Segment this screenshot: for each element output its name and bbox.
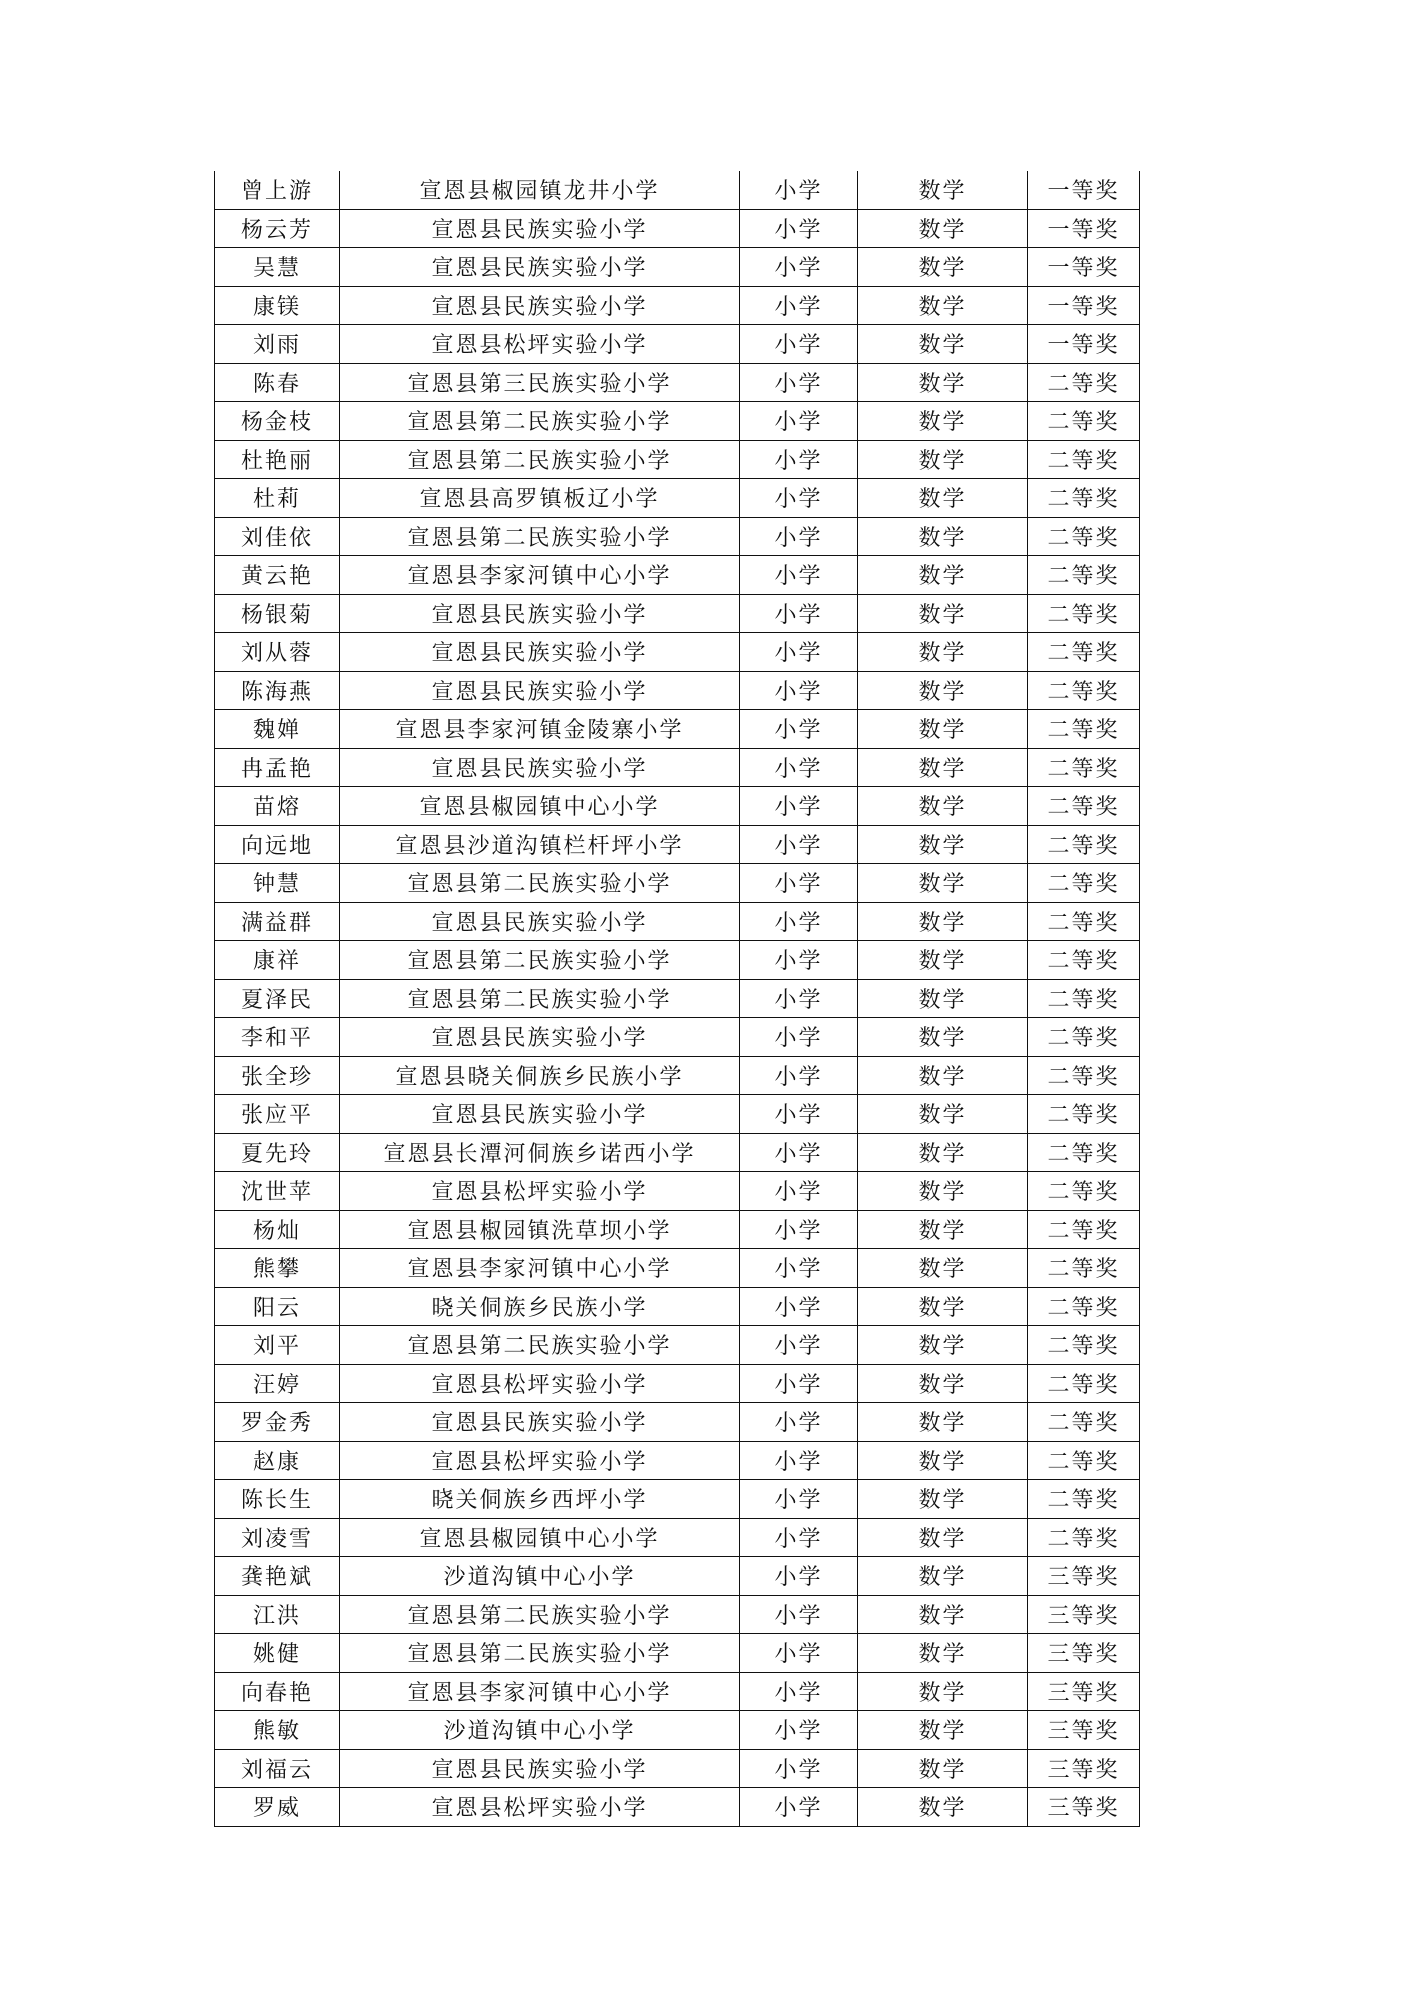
level-cell: 小学 xyxy=(740,941,858,980)
level-cell: 小学 xyxy=(740,325,858,364)
school-cell: 宣恩县长潭河侗族乡诺西小学 xyxy=(340,1133,740,1172)
subject-cell: 数学 xyxy=(858,209,1028,248)
level-cell: 小学 xyxy=(740,402,858,441)
school-cell: 宣恩县民族实验小学 xyxy=(340,209,740,248)
name-cell: 姚健 xyxy=(215,1634,340,1673)
award-cell: 二等奖 xyxy=(1028,1172,1140,1211)
name-cell: 罗金秀 xyxy=(215,1403,340,1442)
table-row xyxy=(215,1634,1140,1673)
level-cell: 小学 xyxy=(740,1326,858,1365)
name-cell: 杜艳丽 xyxy=(215,440,340,479)
name-cell: 杨灿 xyxy=(215,1210,340,1249)
level-cell: 小学 xyxy=(740,479,858,518)
award-cell: 三等奖 xyxy=(1028,1749,1140,1788)
school-cell: 宣恩县第二民族实验小学 xyxy=(340,440,740,479)
subject-cell: 数学 xyxy=(858,440,1028,479)
school-cell: 宣恩县第二民族实验小学 xyxy=(340,941,740,980)
name-cell: 苗熔 xyxy=(215,787,340,826)
award-cell: 二等奖 xyxy=(1028,1518,1140,1557)
award-cell: 二等奖 xyxy=(1028,517,1140,556)
subject-cell: 数学 xyxy=(858,402,1028,441)
table-row xyxy=(215,1480,1140,1519)
level-cell: 小学 xyxy=(740,286,858,325)
school-cell: 晓关侗族乡民族小学 xyxy=(340,1287,740,1326)
level-cell: 小学 xyxy=(740,1133,858,1172)
subject-cell: 数学 xyxy=(858,1172,1028,1211)
award-cell: 二等奖 xyxy=(1028,979,1140,1018)
level-cell: 小学 xyxy=(740,710,858,749)
name-cell: 杨金枝 xyxy=(215,402,340,441)
subject-cell: 数学 xyxy=(858,671,1028,710)
name-cell: 江洪 xyxy=(215,1595,340,1634)
subject-cell: 数学 xyxy=(858,286,1028,325)
school-cell: 宣恩县松坪实验小学 xyxy=(340,1788,740,1827)
subject-cell: 数学 xyxy=(858,1634,1028,1673)
school-cell: 宣恩县松坪实验小学 xyxy=(340,1364,740,1403)
level-cell: 小学 xyxy=(740,1056,858,1095)
name-cell: 陈海燕 xyxy=(215,671,340,710)
table-row xyxy=(215,1672,1140,1711)
school-cell: 宣恩县第二民族实验小学 xyxy=(340,979,740,1018)
level-cell: 小学 xyxy=(740,1788,858,1827)
table-row xyxy=(215,556,1140,595)
level-cell: 小学 xyxy=(740,209,858,248)
school-cell: 宣恩县第二民族实验小学 xyxy=(340,402,740,441)
subject-cell: 数学 xyxy=(858,594,1028,633)
name-cell: 杨云芳 xyxy=(215,209,340,248)
award-table xyxy=(214,171,1140,1827)
award-cell: 二等奖 xyxy=(1028,1326,1140,1365)
award-cell: 二等奖 xyxy=(1028,864,1140,903)
subject-cell: 数学 xyxy=(858,325,1028,364)
award-cell: 二等奖 xyxy=(1028,1403,1140,1442)
award-cell: 二等奖 xyxy=(1028,902,1140,941)
level-cell: 小学 xyxy=(740,556,858,595)
name-cell: 陈春 xyxy=(215,363,340,402)
level-cell: 小学 xyxy=(740,864,858,903)
name-cell: 向远地 xyxy=(215,825,340,864)
table-row xyxy=(215,1441,1140,1480)
award-cell: 二等奖 xyxy=(1028,748,1140,787)
award-cell: 二等奖 xyxy=(1028,787,1140,826)
school-cell: 宣恩县民族实验小学 xyxy=(340,1018,740,1057)
award-cell: 二等奖 xyxy=(1028,1095,1140,1134)
table-row xyxy=(215,941,1140,980)
table-row xyxy=(215,1095,1140,1134)
award-cell: 二等奖 xyxy=(1028,1364,1140,1403)
school-cell: 宣恩县民族实验小学 xyxy=(340,248,740,287)
table-row xyxy=(215,1249,1140,1288)
level-cell: 小学 xyxy=(740,1441,858,1480)
table-row xyxy=(215,479,1140,518)
school-cell: 宣恩县晓关侗族乡民族小学 xyxy=(340,1056,740,1095)
award-cell: 二等奖 xyxy=(1028,440,1140,479)
table-row xyxy=(215,517,1140,556)
level-cell: 小学 xyxy=(740,671,858,710)
name-cell: 刘佳依 xyxy=(215,517,340,556)
level-cell: 小学 xyxy=(740,440,858,479)
subject-cell: 数学 xyxy=(858,1672,1028,1711)
subject-cell: 数学 xyxy=(858,1133,1028,1172)
level-cell: 小学 xyxy=(740,363,858,402)
award-cell: 一等奖 xyxy=(1028,325,1140,364)
subject-cell: 数学 xyxy=(858,1711,1028,1750)
level-cell: 小学 xyxy=(740,1172,858,1211)
name-cell: 赵康 xyxy=(215,1441,340,1480)
name-cell: 曾上游 xyxy=(215,171,340,209)
table-row xyxy=(215,402,1140,441)
name-cell: 夏先玲 xyxy=(215,1133,340,1172)
table-row xyxy=(215,440,1140,479)
table-row xyxy=(215,1711,1140,1750)
table-row xyxy=(215,1364,1140,1403)
subject-cell: 数学 xyxy=(858,1595,1028,1634)
school-cell: 宣恩县第二民族实验小学 xyxy=(340,1634,740,1673)
name-cell: 刘从蓉 xyxy=(215,633,340,672)
school-cell: 宣恩县第二民族实验小学 xyxy=(340,1595,740,1634)
name-cell: 黄云艳 xyxy=(215,556,340,595)
subject-cell: 数学 xyxy=(858,1557,1028,1596)
award-table-body xyxy=(215,171,1140,1826)
name-cell: 刘平 xyxy=(215,1326,340,1365)
table-row xyxy=(215,171,1140,209)
table-row xyxy=(215,979,1140,1018)
subject-cell: 数学 xyxy=(858,1210,1028,1249)
table-row xyxy=(215,1749,1140,1788)
subject-cell: 数学 xyxy=(858,1788,1028,1827)
subject-cell: 数学 xyxy=(858,902,1028,941)
table-row xyxy=(215,1518,1140,1557)
table-row xyxy=(215,787,1140,826)
award-cell: 三等奖 xyxy=(1028,1557,1140,1596)
school-cell: 宣恩县第二民族实验小学 xyxy=(340,1326,740,1365)
subject-cell: 数学 xyxy=(858,1518,1028,1557)
name-cell: 张应平 xyxy=(215,1095,340,1134)
name-cell: 刘雨 xyxy=(215,325,340,364)
school-cell: 宣恩县李家河镇金陵寨小学 xyxy=(340,710,740,749)
name-cell: 罗威 xyxy=(215,1788,340,1827)
school-cell: 宣恩县李家河镇中心小学 xyxy=(340,1672,740,1711)
subject-cell: 数学 xyxy=(858,1403,1028,1442)
level-cell: 小学 xyxy=(740,979,858,1018)
school-cell: 宣恩县椒园镇中心小学 xyxy=(340,787,740,826)
level-cell: 小学 xyxy=(740,1480,858,1519)
level-cell: 小学 xyxy=(740,825,858,864)
subject-cell: 数学 xyxy=(858,479,1028,518)
table-row xyxy=(215,325,1140,364)
award-cell: 二等奖 xyxy=(1028,1287,1140,1326)
level-cell: 小学 xyxy=(740,1364,858,1403)
table-row xyxy=(215,1788,1140,1827)
table-row xyxy=(215,286,1140,325)
school-cell: 宣恩县民族实验小学 xyxy=(340,286,740,325)
level-cell: 小学 xyxy=(740,171,858,209)
subject-cell: 数学 xyxy=(858,1095,1028,1134)
subject-cell: 数学 xyxy=(858,171,1028,209)
subject-cell: 数学 xyxy=(858,1749,1028,1788)
name-cell: 满益群 xyxy=(215,902,340,941)
table-row xyxy=(215,1287,1140,1326)
school-cell: 沙道沟镇中心小学 xyxy=(340,1711,740,1750)
level-cell: 小学 xyxy=(740,517,858,556)
school-cell: 宣恩县椒园镇龙井小学 xyxy=(340,171,740,209)
subject-cell: 数学 xyxy=(858,517,1028,556)
subject-cell: 数学 xyxy=(858,1480,1028,1519)
school-cell: 宣恩县第三民族实验小学 xyxy=(340,363,740,402)
award-cell: 二等奖 xyxy=(1028,402,1140,441)
name-cell: 杜莉 xyxy=(215,479,340,518)
name-cell: 夏泽民 xyxy=(215,979,340,1018)
award-cell: 二等奖 xyxy=(1028,1133,1140,1172)
school-cell: 晓关侗族乡西坪小学 xyxy=(340,1480,740,1519)
school-cell: 宣恩县椒园镇洗草坝小学 xyxy=(340,1210,740,1249)
award-cell: 二等奖 xyxy=(1028,594,1140,633)
school-cell: 宣恩县第二民族实验小学 xyxy=(340,517,740,556)
table-row xyxy=(215,633,1140,672)
name-cell: 汪婷 xyxy=(215,1364,340,1403)
name-cell: 冉孟艳 xyxy=(215,748,340,787)
table-row xyxy=(215,710,1140,749)
name-cell: 阳云 xyxy=(215,1287,340,1326)
level-cell: 小学 xyxy=(740,1403,858,1442)
school-cell: 宣恩县民族实验小学 xyxy=(340,1095,740,1134)
school-cell: 宣恩县松坪实验小学 xyxy=(340,1441,740,1480)
award-cell: 三等奖 xyxy=(1028,1672,1140,1711)
school-cell: 宣恩县李家河镇中心小学 xyxy=(340,556,740,595)
name-cell: 张全珍 xyxy=(215,1056,340,1095)
name-cell: 刘福云 xyxy=(215,1749,340,1788)
name-cell: 陈长生 xyxy=(215,1480,340,1519)
table-row xyxy=(215,1403,1140,1442)
name-cell: 龚艳斌 xyxy=(215,1557,340,1596)
level-cell: 小学 xyxy=(740,1095,858,1134)
award-cell: 一等奖 xyxy=(1028,286,1140,325)
school-cell: 宣恩县椒园镇中心小学 xyxy=(340,1518,740,1557)
level-cell: 小学 xyxy=(740,1749,858,1788)
award-cell: 三等奖 xyxy=(1028,1634,1140,1673)
subject-cell: 数学 xyxy=(858,979,1028,1018)
school-cell: 宣恩县松坪实验小学 xyxy=(340,1172,740,1211)
award-cell: 三等奖 xyxy=(1028,1595,1140,1634)
name-cell: 向春艳 xyxy=(215,1672,340,1711)
school-cell: 宣恩县第二民族实验小学 xyxy=(340,864,740,903)
subject-cell: 数学 xyxy=(858,825,1028,864)
name-cell: 杨银菊 xyxy=(215,594,340,633)
subject-cell: 数学 xyxy=(858,556,1028,595)
subject-cell: 数学 xyxy=(858,1364,1028,1403)
level-cell: 小学 xyxy=(740,248,858,287)
school-cell: 宣恩县高罗镇板辽小学 xyxy=(340,479,740,518)
name-cell: 康祥 xyxy=(215,941,340,980)
school-cell: 宣恩县李家河镇中心小学 xyxy=(340,1249,740,1288)
table-row xyxy=(215,864,1140,903)
table-row xyxy=(215,902,1140,941)
subject-cell: 数学 xyxy=(858,710,1028,749)
school-cell: 宣恩县松坪实验小学 xyxy=(340,325,740,364)
subject-cell: 数学 xyxy=(858,1018,1028,1057)
level-cell: 小学 xyxy=(740,1518,858,1557)
award-cell: 三等奖 xyxy=(1028,1788,1140,1827)
table-row xyxy=(215,825,1140,864)
name-cell: 李和平 xyxy=(215,1018,340,1057)
table-row xyxy=(215,1133,1140,1172)
table-row xyxy=(215,1056,1140,1095)
table-row xyxy=(215,748,1140,787)
school-cell: 宣恩县民族实验小学 xyxy=(340,633,740,672)
name-cell: 钟慧 xyxy=(215,864,340,903)
subject-cell: 数学 xyxy=(858,1056,1028,1095)
award-cell: 一等奖 xyxy=(1028,171,1140,209)
table-row xyxy=(215,1172,1140,1211)
subject-cell: 数学 xyxy=(858,1287,1028,1326)
table-row xyxy=(215,1326,1140,1365)
table-row xyxy=(215,1018,1140,1057)
table-row xyxy=(215,363,1140,402)
award-cell: 一等奖 xyxy=(1028,209,1140,248)
level-cell: 小学 xyxy=(740,1287,858,1326)
award-cell: 二等奖 xyxy=(1028,633,1140,672)
name-cell: 康镁 xyxy=(215,286,340,325)
award-cell: 二等奖 xyxy=(1028,1210,1140,1249)
table-row xyxy=(215,594,1140,633)
table-row xyxy=(215,209,1140,248)
school-cell: 宣恩县民族实验小学 xyxy=(340,1403,740,1442)
level-cell: 小学 xyxy=(740,594,858,633)
name-cell: 熊攀 xyxy=(215,1249,340,1288)
level-cell: 小学 xyxy=(740,748,858,787)
award-cell: 二等奖 xyxy=(1028,710,1140,749)
subject-cell: 数学 xyxy=(858,787,1028,826)
level-cell: 小学 xyxy=(740,1210,858,1249)
level-cell: 小学 xyxy=(740,1595,858,1634)
school-cell: 宣恩县民族实验小学 xyxy=(340,671,740,710)
table-row xyxy=(215,1210,1140,1249)
level-cell: 小学 xyxy=(740,787,858,826)
award-cell: 二等奖 xyxy=(1028,556,1140,595)
table-row xyxy=(215,1595,1140,1634)
name-cell: 刘凌雪 xyxy=(215,1518,340,1557)
award-cell: 二等奖 xyxy=(1028,1018,1140,1057)
award-cell: 二等奖 xyxy=(1028,363,1140,402)
subject-cell: 数学 xyxy=(858,1326,1028,1365)
table-row xyxy=(215,671,1140,710)
level-cell: 小学 xyxy=(740,633,858,672)
level-cell: 小学 xyxy=(740,1249,858,1288)
subject-cell: 数学 xyxy=(858,248,1028,287)
award-cell: 三等奖 xyxy=(1028,1711,1140,1750)
level-cell: 小学 xyxy=(740,902,858,941)
subject-cell: 数学 xyxy=(858,1249,1028,1288)
school-cell: 沙道沟镇中心小学 xyxy=(340,1557,740,1596)
award-cell: 二等奖 xyxy=(1028,1056,1140,1095)
subject-cell: 数学 xyxy=(858,633,1028,672)
school-cell: 宣恩县民族实验小学 xyxy=(340,1749,740,1788)
award-cell: 二等奖 xyxy=(1028,671,1140,710)
subject-cell: 数学 xyxy=(858,363,1028,402)
award-cell: 二等奖 xyxy=(1028,1249,1140,1288)
name-cell: 吴慧 xyxy=(215,248,340,287)
name-cell: 魏婵 xyxy=(215,710,340,749)
award-cell: 一等奖 xyxy=(1028,248,1140,287)
award-cell: 二等奖 xyxy=(1028,1441,1140,1480)
level-cell: 小学 xyxy=(740,1711,858,1750)
award-cell: 二等奖 xyxy=(1028,941,1140,980)
school-cell: 宣恩县民族实验小学 xyxy=(340,594,740,633)
award-cell: 二等奖 xyxy=(1028,479,1140,518)
subject-cell: 数学 xyxy=(858,941,1028,980)
school-cell: 宣恩县民族实验小学 xyxy=(340,748,740,787)
award-cell: 二等奖 xyxy=(1028,825,1140,864)
level-cell: 小学 xyxy=(740,1672,858,1711)
level-cell: 小学 xyxy=(740,1018,858,1057)
table-row xyxy=(215,248,1140,287)
level-cell: 小学 xyxy=(740,1634,858,1673)
award-cell: 二等奖 xyxy=(1028,1480,1140,1519)
level-cell: 小学 xyxy=(740,1557,858,1596)
subject-cell: 数学 xyxy=(858,864,1028,903)
school-cell: 宣恩县沙道沟镇栏杆坪小学 xyxy=(340,825,740,864)
table-row xyxy=(215,1557,1140,1596)
school-cell: 宣恩县民族实验小学 xyxy=(340,902,740,941)
name-cell: 沈世苹 xyxy=(215,1172,340,1211)
subject-cell: 数学 xyxy=(858,1441,1028,1480)
name-cell: 熊敏 xyxy=(215,1711,340,1750)
subject-cell: 数学 xyxy=(858,748,1028,787)
